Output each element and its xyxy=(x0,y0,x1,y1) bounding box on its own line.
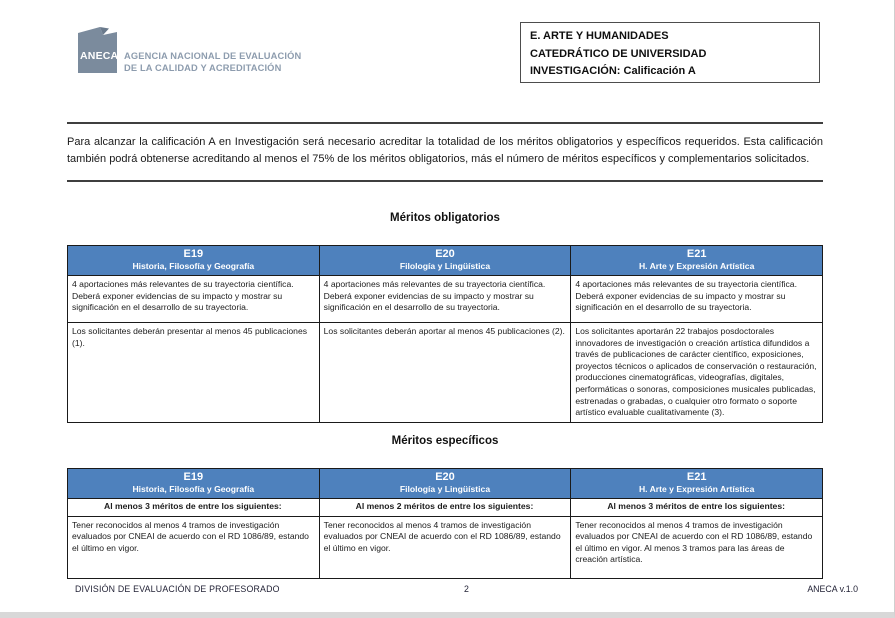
column-name: Filología y Lingüística xyxy=(399,261,491,271)
column-code: E21 xyxy=(686,471,707,483)
column-code: E20 xyxy=(435,248,455,260)
table-meritos-especificos xyxy=(67,468,823,579)
column-code: E19 xyxy=(183,248,204,260)
column-name: H. Arte y Expresión Artística xyxy=(638,484,755,494)
title-qualification: INVESTIGACIÓN: Calificación A xyxy=(530,65,696,77)
title-area: E. ARTE Y HUMANIDADES xyxy=(530,30,669,42)
table-header-row xyxy=(68,246,823,276)
logo-acronym-text: ANECA xyxy=(80,50,119,62)
table-row xyxy=(68,276,823,323)
table-row xyxy=(68,323,823,423)
column-name: Historia, Filosofía y Geografía xyxy=(132,261,255,271)
cell-minimo-e21: Al menos 3 méritos de entre los siguientes: xyxy=(571,499,823,517)
table-header-row xyxy=(68,469,823,499)
column-code: E20 xyxy=(435,471,455,483)
cell-tramos-e21: Tener reconocidos al menos 4 tramos de investigación evaluados por CNEAI de acuerdo con el RD 1086/89, estando el último en vigor. Al menos 3 tramos para las áreas de creación artística. xyxy=(571,516,823,578)
table-row xyxy=(68,516,823,578)
section-title-meritos-obligatorios: Méritos obligatorios xyxy=(390,212,500,224)
footer-division: DIVISIÓN DE EVALUACIÓN DE PROFESORADO xyxy=(75,584,280,594)
cell-minimo-e20: Al menos 2 méritos de entre los siguientes: xyxy=(319,499,571,517)
footer-version: ANECA v.1.0 xyxy=(807,584,858,594)
intro-paragraph: Para alcanzar la calificación A en Investigación será necesario acreditar la totalidad de los méritos obligatorios y específicos requeridos. Esta calificación también podrá obtenerse acreditando al menos el 75% de los méritos obligatorios, más el número de méritos específicos y complementarios solicitados. xyxy=(67,136,823,165)
aneca-logo xyxy=(78,27,117,73)
logo-text-line2: DE LA CALIDAD Y ACREDITACIÓN xyxy=(124,63,282,73)
table-meritos-obligatorios xyxy=(67,245,823,423)
column-header-e21 xyxy=(571,469,823,499)
table-subheader-row xyxy=(68,499,823,517)
column-header-e20 xyxy=(319,246,571,276)
section-title-meritos-especificos: Méritos específicos xyxy=(391,435,499,447)
cell-publicaciones-e20: Los solicitantes deberán aportar al menos 45 publicaciones (2). xyxy=(319,323,571,423)
logo-text-line1: AGENCIA NACIONAL DE EVALUACIÓN xyxy=(124,51,302,61)
title-position: CATEDRÁTICO DE UNIVERSIDAD xyxy=(530,47,707,60)
cell-minimo-e19: Al menos 3 méritos de entre los siguientes: xyxy=(68,499,320,517)
cell-tramos-e20: Tener reconocidos al menos 4 tramos de investigación evaluados por CNEAI de acuerdo con el RD 1086/89, estando el último en vigor. xyxy=(319,516,571,578)
column-header-e19 xyxy=(68,469,320,499)
cell-aportaciones-e19: 4 aportaciones más relevantes de su trayectoria científica. Deberá exponer evidencias de su impacto y mostrar su significación en el desarrollo de su trayectoria. xyxy=(68,276,320,323)
cell-tramos-e19: Tener reconocidos al menos 4 tramos de investigación evaluados por CNEAI de acuerdo con el RD 1086/89, estando el último en vigor. xyxy=(68,516,320,578)
column-code: E19 xyxy=(183,471,204,483)
column-header-e21 xyxy=(571,246,823,276)
page-number: 2 xyxy=(464,584,469,594)
column-header-e19 xyxy=(68,246,320,276)
column-name: Historia, Filosofía y Geografía xyxy=(132,484,255,494)
column-name: H. Arte y Expresión Artística xyxy=(638,261,755,271)
column-header-e20 xyxy=(319,469,571,499)
column-name: Filología y Lingüística xyxy=(399,484,491,494)
cell-publicaciones-e19: Los solicitantes deberán presentar al menos 45 publicaciones (1). xyxy=(68,323,320,423)
cell-aportaciones-e20: 4 aportaciones más relevantes de su trayectoria científica. Deberá exponer evidencias de su impacto y mostrar su significación en el desarrollo de su trayectoria. xyxy=(319,276,571,323)
intro-section xyxy=(67,122,823,182)
column-code: E21 xyxy=(686,248,707,260)
cell-trabajos-e21: Los solicitantes aportarán 22 trabajos posdoctorales innovadores de investigación o creación artística difundidos a través de publicaciones de carácter científico, exposiciones, proyectos técnicos o aplicados de conservación o restauración, producciones cinematográficas, videografías, digitales, performáticas o sonoras, composiciones musicales publicadas, estrenadas o grabadas, o cualquier otro formato o soporte artístico evaluable cualitativamente (3). xyxy=(571,323,823,423)
title-box xyxy=(520,22,820,83)
cell-aportaciones-e21: 4 aportaciones más relevantes de su trayectoria científica. Deberá exponer evidencias de su impacto y mostrar su significación en el desarrollo de su trayectoria. xyxy=(571,276,823,323)
logo-text xyxy=(124,50,301,74)
